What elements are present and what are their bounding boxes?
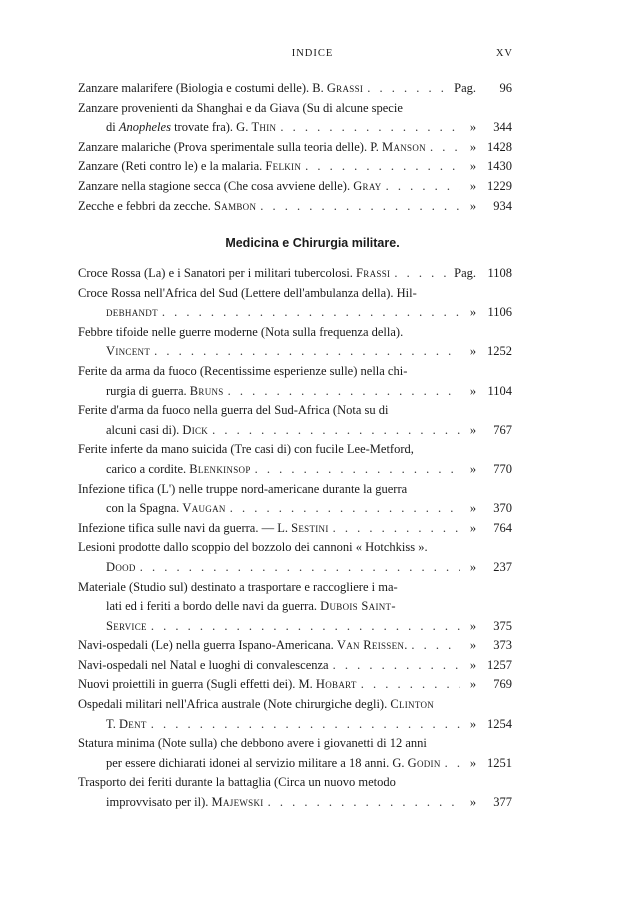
title-text: trovate fra). G.	[170, 120, 252, 135]
dot-leader	[162, 303, 460, 323]
title-text: Croce Rossa (La) e i Sanatori per i militari tubercolosi.	[78, 266, 357, 280]
entry-text	[106, 793, 264, 813]
index-block-medicina-militare	[78, 264, 512, 813]
author-name: Dent	[118, 716, 147, 731]
entry-text	[78, 773, 396, 793]
entry-text	[78, 157, 301, 177]
dot-leader	[230, 499, 460, 519]
title-text: lati ed i feriti a bordo delle navi da guerra.	[106, 599, 321, 614]
ditto-mark: »	[469, 139, 477, 154]
title-text: rurgia di guerra.	[106, 383, 190, 398]
entry-text	[78, 284, 417, 304]
entry-page-number: 764	[493, 520, 512, 535]
index-entry-line	[78, 675, 512, 695]
title-text: Zanzare (Reti contro le) e la malaria.	[78, 159, 266, 174]
index-entry-line	[78, 79, 512, 99]
title-text: con la Spagna.	[106, 501, 183, 516]
index-entry-line	[78, 284, 512, 304]
author-name: Manson	[382, 139, 426, 154]
ditto-mark: »	[469, 461, 477, 476]
dot-leader	[255, 460, 460, 480]
ditto-mark: »	[469, 198, 477, 213]
title-text: Febbre tifoide nelle guerre moderne (Nota sulla frequenza della).	[78, 324, 404, 339]
entry-page-number: 1106	[487, 305, 512, 320]
ditto-mark: »	[469, 178, 477, 193]
entry-page-number: 1254	[487, 716, 512, 731]
index-entry-line	[78, 99, 512, 119]
index-entry-line	[78, 538, 512, 558]
title-text: Croce Rossa nell'Africa del Sud (Lettere dell'ambulanza della). Hil-	[78, 285, 417, 300]
entry-page-number: 373	[493, 638, 512, 653]
index-entry-line	[78, 519, 512, 539]
dot-leader	[333, 519, 460, 539]
author-name: Service	[106, 618, 147, 633]
entry-text	[106, 715, 147, 735]
index-entry-line	[78, 636, 512, 656]
entry-text	[78, 197, 256, 217]
entry-page-number: 375	[493, 618, 512, 633]
page-number: XV	[495, 48, 513, 59]
title-text: di	[106, 120, 119, 135]
title-text: Navi-ospedali (Le) nella guerra Ispano-Americana.	[78, 638, 337, 653]
running-head	[0, 48, 625, 64]
dot-leader	[445, 754, 460, 774]
ditto-mark: »	[469, 618, 477, 633]
index-entry-continuation	[78, 597, 512, 617]
title-text: .	[404, 638, 408, 653]
title-text: Zanzare malariche (Prova sperimentale sulla teoria delle). P.	[78, 139, 383, 154]
entry-page-number: 1430	[487, 159, 512, 174]
title-text: Lesioni prodotte dallo scoppio del bozzolo dei cannoni « Hotchkiss ».	[78, 540, 428, 555]
index-entry-continuation	[78, 118, 512, 138]
entry-text	[78, 362, 407, 382]
ditto-mark: »	[469, 422, 477, 437]
entry-text	[78, 138, 426, 158]
entry-text	[106, 617, 147, 637]
entry-page-number: 344	[493, 120, 512, 135]
entry-page-number: 1251	[487, 755, 512, 770]
section-heading: Medicina e Chirurgia militare.	[225, 236, 400, 250]
entry-text	[78, 401, 388, 421]
title-text: Ferite da arma da fuoco (Recentissime esperienze sulle) nella chi-	[78, 363, 408, 378]
entry-text	[78, 636, 407, 656]
title-text: Materiale (Studio sul) destinato a trasportare e raccogliere i ma-	[78, 579, 398, 594]
entry-text	[106, 303, 158, 323]
index-entry-continuation	[78, 754, 512, 774]
entry-page-number: 1108	[487, 266, 512, 280]
title-text: Infezione tifica (L') nelle truppe nord-americane durante la guerra	[78, 481, 408, 496]
dot-leader	[386, 177, 460, 197]
ditto-mark: »	[469, 501, 477, 516]
author-name: Clinton	[390, 697, 435, 712]
index-entry-continuation	[78, 303, 512, 323]
index-entry-continuation	[78, 421, 512, 441]
running-head-title: INDICE	[291, 48, 334, 59]
entry-page-number: 1252	[487, 344, 512, 359]
index-entry-line	[78, 362, 512, 382]
entry-text	[78, 99, 403, 119]
dot-leader	[260, 197, 460, 217]
ditto-mark: »	[469, 520, 477, 535]
author-name: Gray	[353, 178, 382, 193]
entry-text	[106, 754, 441, 774]
entry-text	[106, 499, 226, 519]
entry-text	[78, 79, 363, 99]
dot-leader	[212, 421, 460, 441]
index-entry-line	[78, 440, 512, 460]
ditto-mark: »	[469, 716, 477, 731]
ditto-mark: »	[469, 159, 477, 174]
author-name: Bruns	[189, 383, 224, 398]
entry-page-number: 1104	[487, 383, 512, 398]
dot-leader	[151, 715, 460, 735]
author-name: Sambon	[214, 198, 257, 213]
entry-text	[78, 695, 434, 715]
entry-text	[78, 675, 357, 695]
ditto-mark: »	[469, 344, 477, 359]
ditto-mark: »	[469, 638, 477, 653]
entry-text	[106, 118, 276, 138]
entry-text	[78, 656, 329, 676]
dot-leader	[333, 656, 460, 676]
entry-text	[106, 342, 150, 362]
author-name: Van Reissen	[336, 638, 405, 653]
entry-page-number: 1428	[487, 139, 512, 154]
entry-page-number: 377	[493, 795, 512, 810]
entry-page-number: 1229	[487, 178, 512, 193]
title-text: Zanzare malarifere (Biologia e costumi delle). B.	[78, 81, 327, 95]
ditto-mark: »	[469, 383, 477, 398]
dot-leader	[367, 79, 450, 99]
author-name: Vaugan	[182, 501, 226, 516]
author-name: Grassi	[326, 81, 364, 95]
title-text: carico a cordite.	[106, 461, 190, 476]
ditto-mark: »	[469, 120, 477, 135]
title-text: Zanzare provenienti da Shanghai e da Giava (Su di alcune specie	[78, 100, 403, 115]
dot-leader	[361, 675, 460, 695]
entry-page-number: 96	[499, 81, 512, 95]
entry-page-number: 769	[493, 677, 512, 692]
dot-leader	[305, 157, 460, 177]
title-text: alcuni casi di).	[106, 422, 183, 437]
author-name: debhandt	[106, 305, 158, 320]
index-entry-line	[78, 323, 512, 343]
index-entry-line	[78, 197, 512, 217]
title-text: Infezione tifica sulle navi da guerra. — L.	[78, 520, 292, 535]
title-text: per essere dichiarati idonei al servizio militare a 18 anni. G.	[106, 755, 408, 770]
index-entry-continuation	[78, 499, 512, 519]
index-entry-line	[78, 695, 512, 715]
author-name: Godin	[407, 755, 441, 770]
title-text: Navi-ospedali nel Natal e luoghi di convalescenza	[78, 657, 329, 672]
entry-page-number: 237	[493, 559, 512, 574]
title-text: Ospedali militari nell'Africa australe (Note chirurgiche degli).	[78, 697, 391, 712]
title-text: Zanzare nella stagione secca (Che cosa avviene delle).	[78, 178, 354, 193]
author-name: Hobart	[315, 677, 357, 692]
index-entry-continuation	[78, 558, 512, 578]
author-name: Dood	[106, 559, 136, 574]
entry-text	[78, 440, 414, 460]
author-name: Blenkinsop	[189, 461, 251, 476]
dot-leader	[280, 118, 460, 138]
entry-page-number: 770	[493, 461, 512, 476]
title-text: Zecche e febbri da zecche.	[78, 198, 215, 213]
entry-text	[106, 597, 396, 617]
ditto-mark: »	[469, 305, 477, 320]
page-prefix: Pag.	[454, 266, 476, 280]
entry-text	[78, 323, 403, 343]
ditto-mark: »	[469, 559, 477, 574]
title-text: Ferite d'arma da fuoco nella guerra del Sud-Africa (Nota su di	[78, 403, 389, 418]
author-name: Dubois Saint-	[320, 599, 396, 614]
dot-leader	[228, 382, 460, 402]
ditto-mark: »	[469, 657, 477, 672]
index-entry-line	[78, 734, 512, 754]
entry-text	[78, 519, 329, 539]
index-entry-line	[78, 480, 512, 500]
index-entry-line	[78, 656, 512, 676]
entry-text	[78, 264, 390, 284]
index-entry-continuation	[78, 382, 512, 402]
dot-leader	[154, 342, 460, 362]
author-name: Sestini	[291, 520, 329, 535]
index-entry-line	[78, 177, 512, 197]
dot-leader	[411, 636, 460, 656]
title-text: Trasporto dei feriti durante la battaglia (Circa un nuovo metodo	[78, 775, 396, 790]
entry-page-number: 1257	[487, 657, 512, 672]
author-name: Majewski	[211, 795, 264, 810]
dot-leader	[151, 617, 460, 637]
index-entry-continuation	[78, 460, 512, 480]
dot-leader	[140, 558, 460, 578]
entry-text	[106, 382, 224, 402]
entry-text	[78, 480, 407, 500]
index-block-zanzare	[78, 79, 512, 216]
entry-text	[106, 421, 208, 441]
entry-text	[78, 177, 382, 197]
entry-page-number: 767	[493, 422, 512, 437]
dot-leader	[268, 793, 460, 813]
entry-page-number: 370	[493, 501, 512, 516]
dot-leader	[430, 138, 460, 158]
title-text: T.	[106, 716, 119, 731]
author-name: Dick	[182, 422, 209, 437]
title-text: improvvisato per il).	[106, 795, 212, 810]
ditto-mark: »	[469, 677, 477, 692]
author-name: Felkin	[265, 159, 302, 174]
entry-text	[78, 734, 427, 754]
entry-text	[78, 578, 398, 598]
entry-text	[106, 558, 136, 578]
index-entry-line	[78, 401, 512, 421]
ditto-mark: »	[469, 795, 477, 810]
title-text: Ferite inferte da mano suicida (Tre casi di) con fucile Lee-Metford,	[78, 442, 414, 457]
index-entry-continuation	[78, 617, 512, 637]
index-entry-line	[78, 138, 512, 158]
index-entry-continuation	[78, 715, 512, 735]
ditto-mark: »	[469, 755, 477, 770]
index-entry-line	[78, 264, 512, 284]
author-name: Frassi	[356, 266, 391, 280]
author-name: Vincent	[106, 344, 151, 359]
author-name: Thin	[251, 120, 277, 135]
dot-leader	[394, 264, 450, 284]
index-entry-line	[78, 773, 512, 793]
page-prefix: Pag.	[454, 81, 476, 95]
entry-text	[106, 460, 251, 480]
index-entry-continuation	[78, 793, 512, 813]
entry-page-number: 934	[493, 198, 512, 213]
index-entry-continuation	[78, 342, 512, 362]
title-text: Nuovi proiettili in guerra (Sugli effetti dei). M.	[78, 677, 316, 692]
index-entry-line	[78, 578, 512, 598]
index-entry-line	[78, 157, 512, 177]
entry-text	[78, 538, 428, 558]
title-text: Statura minima (Note sulla) che debbono avere i giovanetti di 12 anni	[78, 736, 427, 751]
italic-term: Anopheles	[118, 120, 171, 135]
